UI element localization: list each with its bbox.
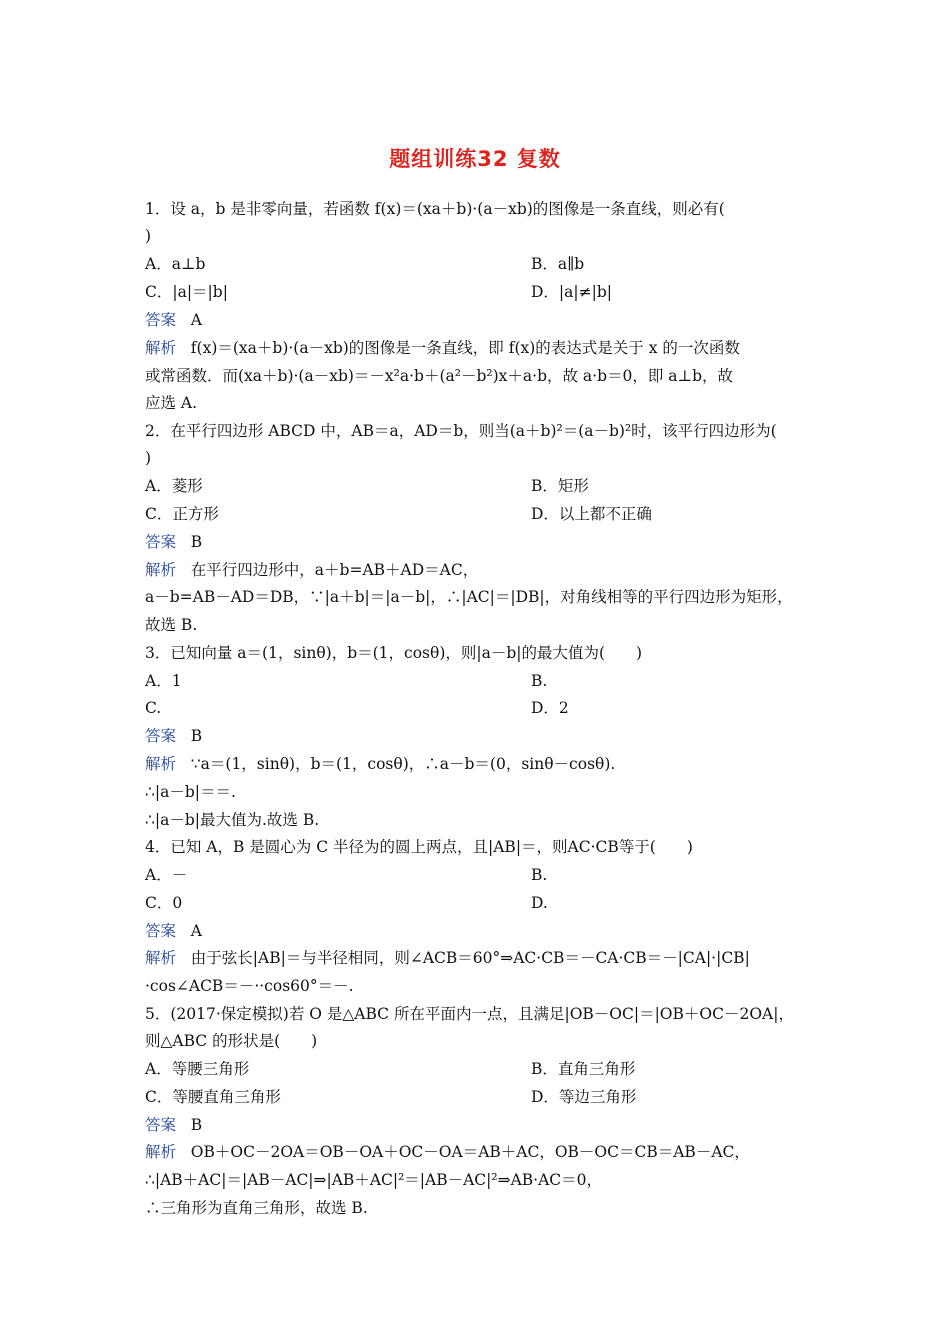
q5-analysis-line-1: OB＋OC－2OA＝OB－OA＋OC－OA＝AB＋AC，OB－OC＝CB＝AB－AC， bbox=[190, 1143, 750, 1161]
q2-stem-line-2: ) bbox=[145, 449, 152, 467]
q5-analysis-line-2: ∴|AB＋AC|＝|AB－AC|⇒|AB＋AC|²＝|AB－AC|²⇒AB·AC＝0， bbox=[145, 1171, 603, 1189]
q5-answer-label: 答案 bbox=[145, 1116, 177, 1134]
q3-analysis-line-2: ∴|a－b|＝＝. bbox=[145, 783, 236, 801]
q3-option-a: A．1 bbox=[145, 672, 182, 690]
q2-analysis-row bbox=[145, 560, 478, 580]
q4-option-d: D. bbox=[531, 894, 548, 912]
q1-option-c: C．|a|＝|b| bbox=[145, 283, 228, 301]
q5-option-c: C．等腰直角三角形 bbox=[145, 1088, 281, 1106]
page-title: 题组训练32 复数 bbox=[389, 147, 561, 171]
q1-answer-label: 答案 bbox=[145, 311, 177, 329]
q3-answer-row bbox=[145, 726, 202, 746]
q5-answer-value: B bbox=[190, 1116, 203, 1134]
q2-option-d: D．以上都不正确 bbox=[531, 505, 652, 523]
q5-analysis-row bbox=[145, 1142, 750, 1162]
q5-option-b: B．直角三角形 bbox=[531, 1060, 636, 1078]
q2-analysis-line-3: 故选 B. bbox=[145, 616, 198, 634]
q4-analysis-line-1: 由于弦长|AB|＝与半径相同，则∠ACB＝60°⇒AC·CB＝－CA·CB＝－|CA|·|CB| bbox=[190, 949, 750, 967]
q5-option-d: D．等边三角形 bbox=[531, 1088, 637, 1106]
q3-answer-value: B bbox=[190, 727, 203, 745]
q2-stem-line-1: 2．在平行四边形 ABCD 中，AB＝a，AD＝b，则当(a＋b)²＝(a－b)²时，该平行四边形为( bbox=[145, 422, 777, 440]
q2-option-a: A．菱形 bbox=[145, 477, 203, 495]
q2-option-b: B．矩形 bbox=[531, 477, 589, 495]
q3-option-b: B. bbox=[531, 672, 548, 690]
q1-option-a: A．a⊥b bbox=[145, 255, 206, 273]
q4-option-b: B. bbox=[531, 866, 548, 884]
q1-analysis-label: 解析 bbox=[145, 339, 177, 357]
q4-answer-value: A bbox=[190, 922, 202, 940]
q5-analysis-line-3: ∴三角形为直角三角形，故选 B. bbox=[145, 1199, 368, 1217]
q1-answer-row bbox=[145, 310, 202, 330]
q4-answer-label: 答案 bbox=[145, 922, 177, 940]
q3-answer-label: 答案 bbox=[145, 727, 177, 745]
q2-analysis-line-1: 在平行四边形中，a＋b=AB＋AD＝AC， bbox=[190, 561, 479, 579]
q5-stem-line-2: 则△ABC 的形状是( ) bbox=[145, 1032, 318, 1050]
q1-stem-line-2: ) bbox=[145, 227, 152, 245]
q5-analysis-label: 解析 bbox=[145, 1143, 177, 1161]
q3-analysis-line-1: ∵a＝(1，sinθ)，b＝(1，cosθ)，∴a－b＝(0，sinθ－cosθ). bbox=[190, 755, 616, 773]
q3-stem-line-1: 3．已知向量 a＝(1，sinθ)，b＝(1，cosθ)，则|a－b|的最大值为( ) bbox=[145, 644, 643, 662]
q2-option-c: C．正方形 bbox=[145, 505, 219, 523]
q5-option-a: A．等腰三角形 bbox=[145, 1060, 250, 1078]
q3-analysis-line-3: ∴|a－b|最大值为.故选 B. bbox=[145, 811, 320, 829]
q2-answer-row bbox=[145, 532, 202, 552]
q4-option-a: A．－ bbox=[145, 866, 188, 884]
q1-stem-line-1: 1．设 a，b 是非零向量，若函数 f(x)＝(xa＋b)·(a－xb)的图像是一条直线，则必有( bbox=[145, 200, 725, 218]
q4-stem-line-1: 4．已知 A，B 是圆心为 C 半径为的圆上两点，且|AB|＝，则AC·CB等于( ) bbox=[145, 838, 693, 856]
q2-answer-value: B bbox=[190, 533, 203, 551]
q1-option-d: D．|a|≠|b| bbox=[531, 283, 612, 301]
q5-answer-row bbox=[145, 1115, 202, 1135]
q4-analysis-label: 解析 bbox=[145, 949, 177, 967]
q3-analysis-row bbox=[145, 754, 615, 774]
q2-analysis-label: 解析 bbox=[145, 561, 177, 579]
q2-analysis-line-2: a－b=AB－AD＝DB，∵|a＋b|＝|a－b|，∴|AC|＝|DB|，对角线相等的平行四边形为矩形， bbox=[145, 588, 793, 606]
q3-analysis-label: 解析 bbox=[145, 755, 177, 773]
q4-answer-row bbox=[145, 921, 202, 941]
q2-answer-label: 答案 bbox=[145, 533, 177, 551]
q1-analysis-line-2: 或常函数．而(xa＋b)·(a－xb)＝－x²a·b＋(a²－b²)x＋a·b，故 a·b＝0，即 a⊥b，故 bbox=[145, 367, 734, 385]
q4-analysis-line-2: ·cos∠ACB＝－··cos60°＝－. bbox=[145, 977, 354, 995]
q3-option-c: C. bbox=[145, 699, 162, 717]
q5-stem-line-1: 5．(2017·保定模拟)若 O 是△ABC 所在平面内一点，且满足|OB－OC|＝|OB＋OC－2OA|， bbox=[145, 1005, 794, 1023]
q4-analysis-row bbox=[145, 948, 750, 968]
q1-answer-value: A bbox=[190, 311, 202, 329]
q1-option-b: B．a∥b bbox=[531, 255, 585, 273]
q1-analysis-row bbox=[145, 338, 740, 358]
q1-analysis-line-1: f(x)＝(xa＋b)·(a－xb)的图像是一条直线，即 f(x)的表达式是关于 x 的一次函数 bbox=[190, 339, 740, 357]
q1-analysis-line-3: 应选 A. bbox=[145, 394, 198, 412]
q3-option-d: D．2 bbox=[531, 699, 569, 717]
q4-option-c: C．0 bbox=[145, 894, 183, 912]
